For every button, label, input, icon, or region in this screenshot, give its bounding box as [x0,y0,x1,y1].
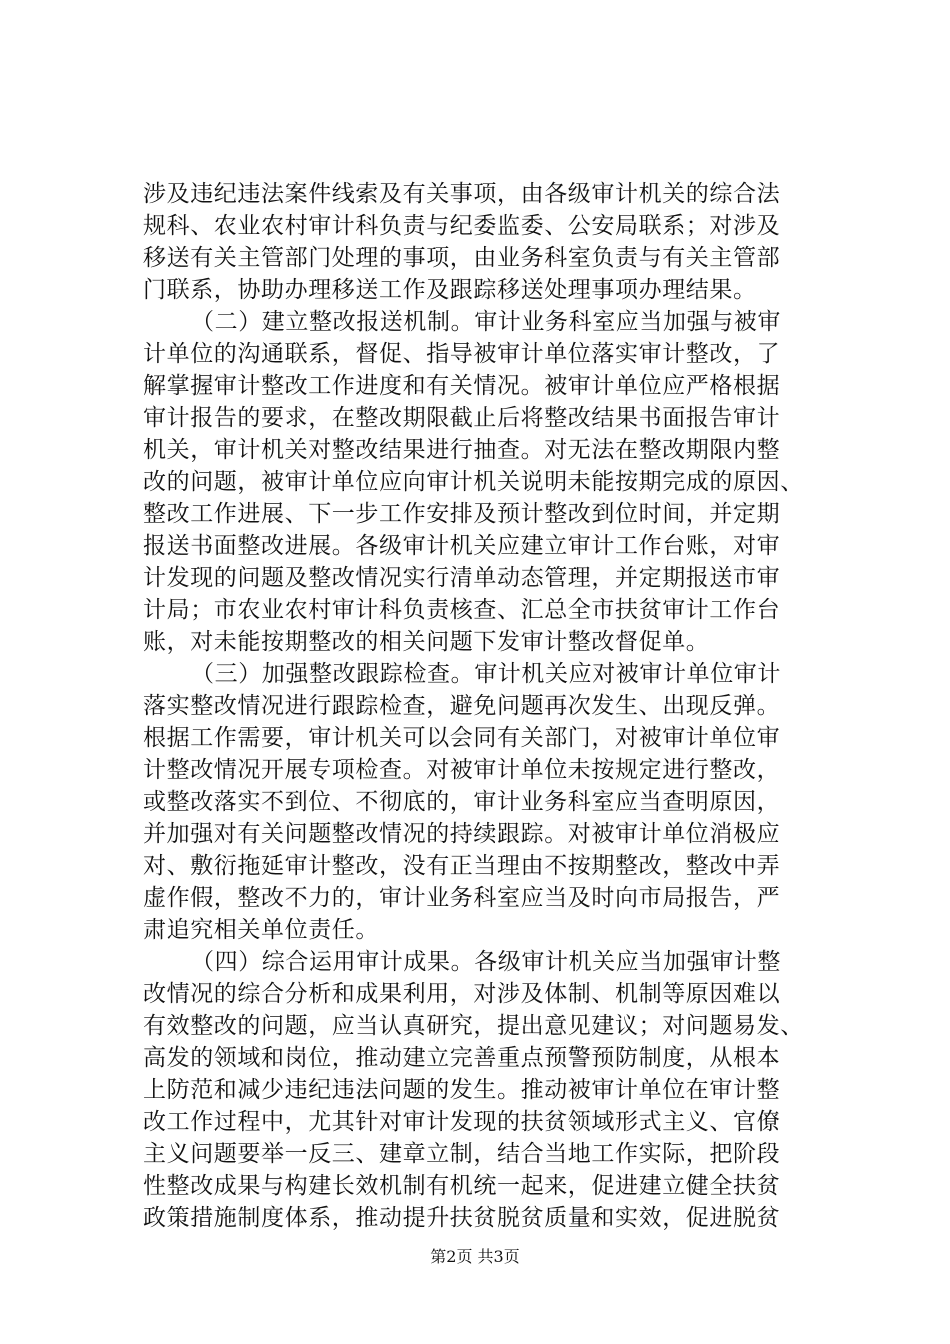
text-line [143,882,833,914]
text-line-content: 计发现的问题及整改情况实行清单动态管理，并定期报送市审 [143,565,781,591]
text-line-content: 解掌握审计整改工作进度和有关情况。被审计单位应严格根据 [143,373,781,399]
text-line [143,434,833,466]
text-line [143,978,833,1010]
text-line-content: 根据工作需要，审计机关可以会同有关部门，对被审计单位审 [143,725,781,751]
text-line-content: 计整改情况开展专项检查。对被审计单位未按规定进行整改， [143,757,781,783]
text-line [143,1106,833,1138]
text-line-content: 改的问题，被审计单位应向审计机关说明未能按期完成的原因、 [143,469,804,495]
text-line [143,594,833,626]
page-footer: 第2页 共3页 [430,1247,520,1266]
text-line-content: 审计报告的要求，在整改期限截止后将整改结果书面报告审计 [143,405,781,431]
text-line [143,1010,833,1042]
text-line [143,466,833,498]
text-line [143,402,833,434]
text-line [143,658,833,690]
text-line [143,498,833,530]
text-line [143,274,833,306]
text-line [143,1170,833,1202]
text-line-content: 规科、农业农村审计科负责与纪委监委、公安局联系；对涉及 [143,213,781,239]
text-line-content: 涉及违纪违法案件线索及有关事项，由各级审计机关的综合法 [143,181,781,207]
text-line [143,754,833,786]
text-line [143,850,833,882]
text-line [143,786,833,818]
text-line-content: 机关，审计机关对整改结果进行抽查。对无法在整改期限内整 [143,437,781,463]
text-line-content: 性整改成果与构建长效机制有机统一起来，促进建立健全扶贫 [143,1173,781,1199]
text-line-content: 计单位的沟通联系，督促、指导被审计单位落实审计整改，了 [143,341,781,367]
text-line-content: 主义问题要举一反三、建章立制，结合当地工作实际，把阶段 [143,1141,781,1167]
text-line [143,1074,833,1106]
text-line [143,914,833,946]
text-line-content: 改情况的综合分析和成果利用，对涉及体制、机制等原因难以 [143,981,781,1007]
text-line-content: （二）建立整改报送机制。审计业务科室应当加强与被审 [191,309,781,335]
text-line [143,370,833,402]
text-line [143,562,833,594]
text-line-content: 门联系，协助办理移送工作及跟踪移送处理事项办理结果。 [143,277,757,303]
text-line-content: 改工作过程中，尤其针对审计发现的扶贫领域形式主义、官僚 [143,1109,781,1135]
text-line-content: 落实整改情况进行跟踪检查，避免问题再次发生、出现反弹。 [143,693,781,719]
text-line-content: 政策措施制度体系，推动提升扶贫脱贫质量和实效，促进脱贫 [143,1205,781,1231]
text-line-content: 对、敷衍拖延审计整改，没有正当理由不按期整改，整改中弄 [143,853,781,879]
text-line [143,1202,833,1234]
text-line-content: 整改工作进展、下一步工作安排及预计整改到位时间，并定期 [143,501,781,527]
text-line-content: 账，对未能按期整改的相关问题下发审计整改督促单。 [143,629,710,655]
text-line-content: 上防范和减少违纪违法问题的发生。推动被审计单位在审计整 [143,1077,781,1103]
text-line [143,338,833,370]
text-line [143,210,833,242]
text-line [143,306,833,338]
text-line-content: 报送书面整改进展。各级审计机关应建立审计工作台账，对审 [143,533,781,559]
text-line [143,818,833,850]
document-body [143,178,833,1234]
text-line [143,1138,833,1170]
text-line [143,722,833,754]
text-line [143,690,833,722]
text-line-content: 虚作假，整改不力的，审计业务科室应当及时向市局报告，严 [143,885,781,911]
text-line-content: （三）加强整改跟踪检查。审计机关应对被审计单位审计 [191,661,781,687]
text-line-content: 计局；市农业农村审计科负责核查、汇总全市扶贫审计工作台 [143,597,781,623]
text-line-content: 有效整改的问题，应当认真研究，提出意见建议；对问题易发、 [143,1013,804,1039]
text-line-content: 或整改落实不到位、不彻底的，审计业务科室应当查明原因， [143,789,781,815]
text-line-content: （四）综合运用审计成果。各级审计机关应当加强审计整 [191,949,781,975]
text-line-content: 高发的领域和岗位，推动建立完善重点预警预防制度，从根本 [143,1045,781,1071]
text-line-content: 移送有关主管部门处理的事项，由业务科室负责与有关主管部 [143,245,781,271]
text-line-content: 并加强对有关问题整改情况的持续跟踪。对被审计单位消极应 [143,821,781,847]
text-line [143,946,833,978]
text-line [143,178,833,210]
text-line [143,626,833,658]
text-line [143,242,833,274]
text-line [143,530,833,562]
text-line [143,1042,833,1074]
text-line-content: 肃追究相关单位责任。 [143,917,379,943]
